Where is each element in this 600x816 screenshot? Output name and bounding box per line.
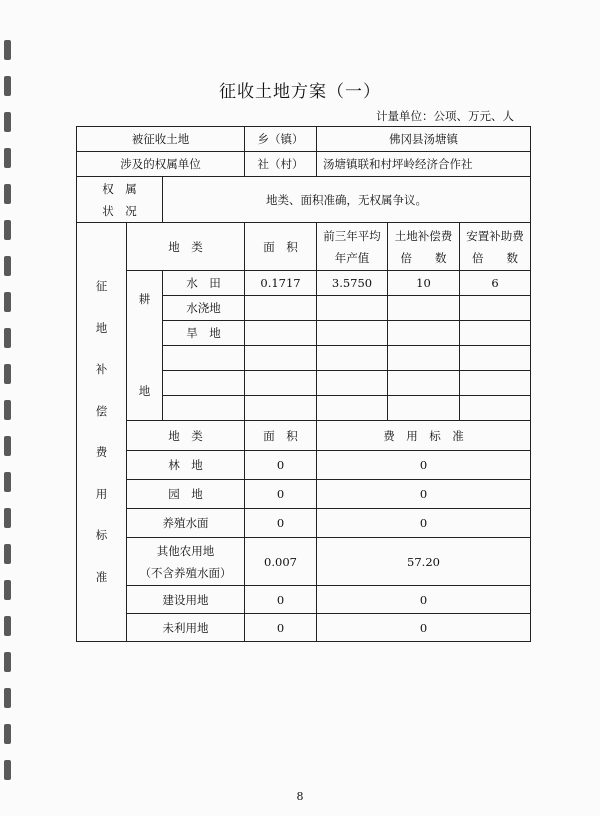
other-row-area: 0	[245, 614, 317, 642]
farmland-row-output	[317, 296, 388, 321]
farmland-row-comp	[388, 346, 460, 371]
other-row-type: 未利用地	[127, 614, 245, 642]
other-row-area: 0	[245, 509, 317, 538]
other-row-area: 0.007	[245, 538, 317, 586]
farmland-row-type: 旱 地	[163, 321, 245, 346]
other-row-area: 0	[245, 451, 317, 480]
farmland-row-area	[245, 396, 317, 421]
unit-label: 计量单位：公项、万元、人	[376, 109, 514, 123]
other-row-standard: 0	[317, 614, 531, 642]
page-number: 8	[296, 790, 304, 803]
other-row-standard: 0	[317, 586, 531, 614]
farmland-row-output	[317, 371, 388, 396]
land-acquisition-table	[76, 126, 531, 642]
ownership-status-label: 权 属 状 况	[77, 177, 163, 223]
village-value: 汤塘镇联和村坪岭经济合作社	[317, 152, 531, 177]
township-label: 乡（镇）	[245, 127, 317, 152]
side-label: 征 地 补 偿 费 用 标 准	[77, 223, 127, 642]
farmland-row-output	[317, 346, 388, 371]
other-row-area: 0	[245, 480, 317, 509]
other-row-standard: 0	[317, 451, 531, 480]
farmland-row-type: 水 田	[163, 271, 245, 296]
farmland-row-output	[317, 321, 388, 346]
farmland-row-area	[245, 371, 317, 396]
owner-label-2: 涉及的权属单位	[77, 152, 245, 177]
farmland-row-type	[163, 396, 245, 421]
other-row-type: 建设用地	[127, 586, 245, 614]
other-row-standard: 0	[317, 509, 531, 538]
farmland-row-area	[245, 296, 317, 321]
other-col-area: 面 积	[245, 421, 317, 451]
farmland-row-output: 3.5750	[317, 271, 388, 296]
farmland-row-resettle	[460, 371, 531, 396]
col-land-comp: 土地补偿费 倍 数	[388, 223, 460, 271]
farmland-row-type: 水浇地	[163, 296, 245, 321]
farmland-row-area	[245, 321, 317, 346]
other-col-standard: 费 用 标 准	[317, 421, 531, 451]
other-row-type: 林 地	[127, 451, 245, 480]
village-label: 社（村）	[245, 152, 317, 177]
farmland-row-comp	[388, 321, 460, 346]
col-resettle: 安置补助费 倍 数	[460, 223, 531, 271]
farmland-row-comp: 10	[388, 271, 460, 296]
farmland-row-comp	[388, 396, 460, 421]
farmland-row-resettle: 6	[460, 271, 531, 296]
farmland-row-resettle	[460, 396, 531, 421]
other-row-standard: 0	[317, 480, 531, 509]
col-avg-output: 前三年平均 年产值	[317, 223, 388, 271]
other-row-type: 其他农用地 （不含养殖水面）	[127, 538, 245, 586]
ownership-status-value: 地类、面积准确，无权属争议。	[163, 177, 531, 223]
other-row-standard: 57.20	[317, 538, 531, 586]
farmland-label: 耕 地	[127, 271, 163, 421]
other-row-type: 园 地	[127, 480, 245, 509]
farmland-row-area: 0.1717	[245, 271, 317, 296]
owner-label-1: 被征收土地	[77, 127, 245, 152]
farmland-row-type	[163, 371, 245, 396]
township-value: 佛冈县汤塘镇	[317, 127, 531, 152]
farmland-row-output	[317, 396, 388, 421]
col-land-type: 地 类	[127, 223, 245, 271]
other-col-land-type: 地 类	[127, 421, 245, 451]
farmland-row-resettle	[460, 296, 531, 321]
farmland-row-resettle	[460, 321, 531, 346]
farmland-row-resettle	[460, 346, 531, 371]
farmland-row-comp	[388, 371, 460, 396]
farmland-row-comp	[388, 296, 460, 321]
other-row-area: 0	[245, 586, 317, 614]
other-row-type: 养殖水面	[127, 509, 245, 538]
farmland-row-type	[163, 346, 245, 371]
farmland-row-area	[245, 346, 317, 371]
page-title: 征收土地方案（一）	[219, 82, 381, 102]
binding-holes	[4, 28, 16, 798]
col-area: 面 积	[245, 223, 317, 271]
